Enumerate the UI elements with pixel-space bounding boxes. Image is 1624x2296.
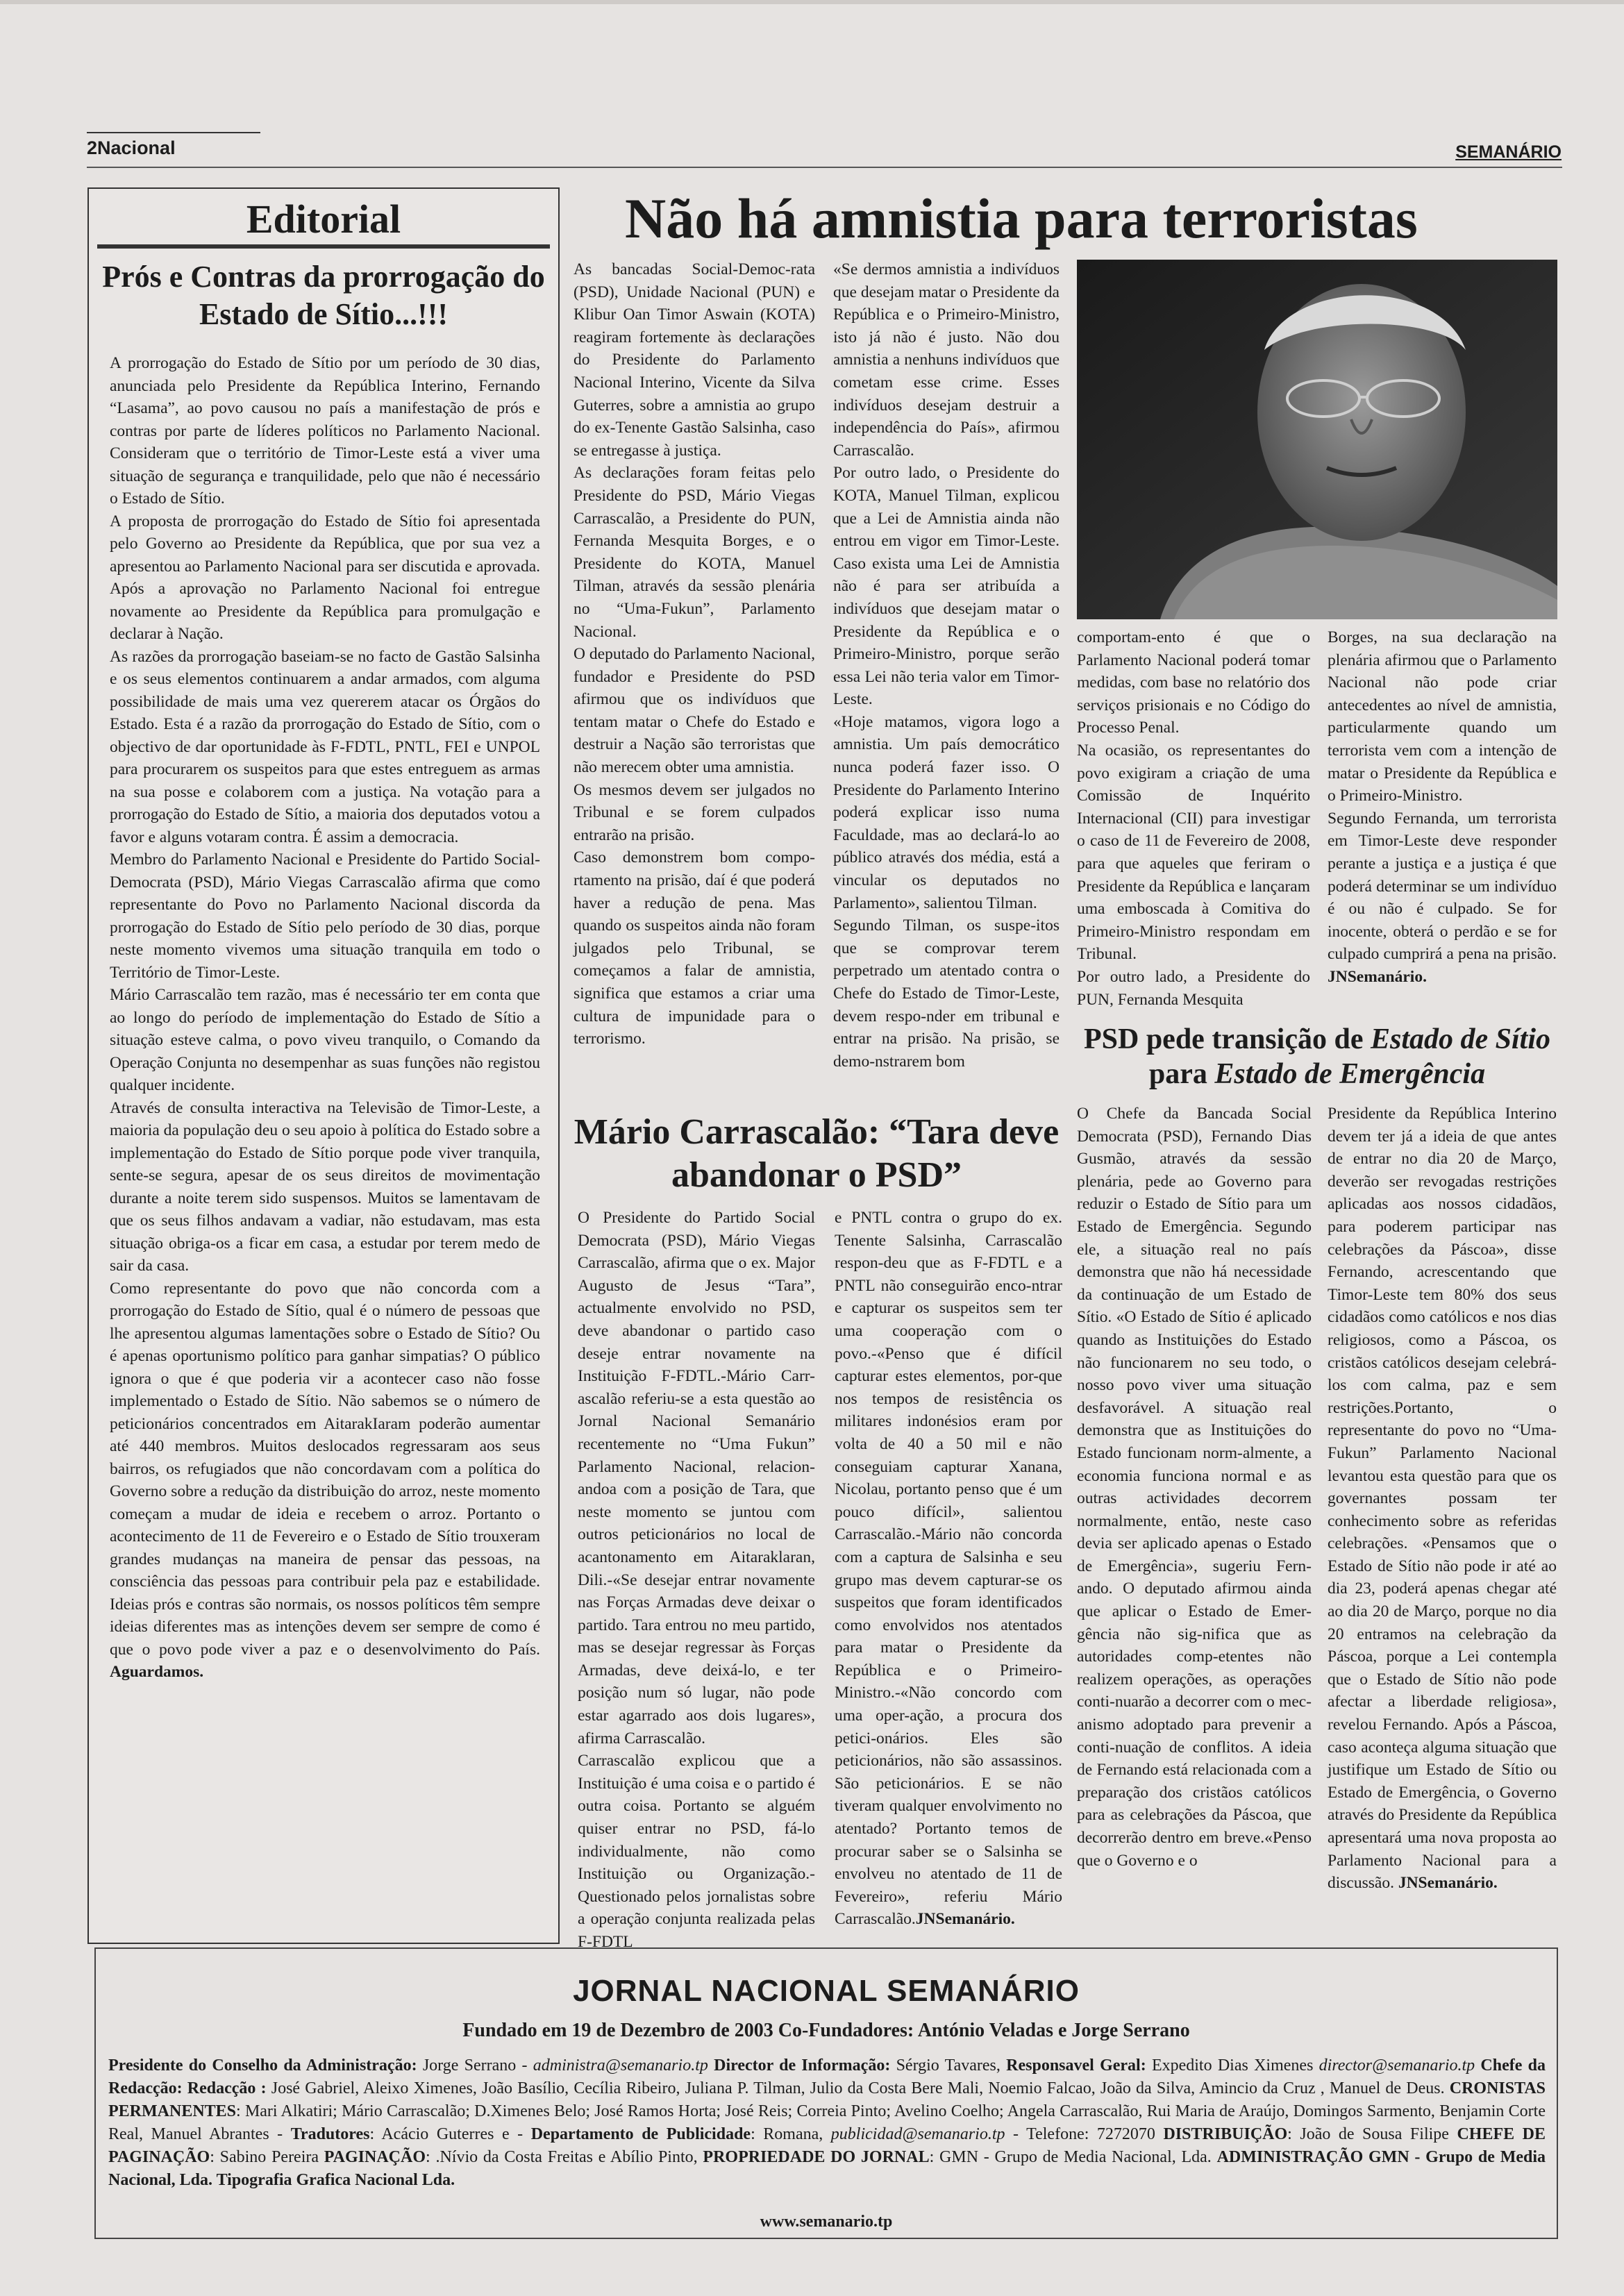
page-number: 2Nacional xyxy=(87,137,176,158)
paragraph: O deputado do Parlamento Nacional, fundador e Presidente do PSD afirmou que os indivíduos que tentam matar o Chefe do Estado e destruir a Nação são terroristas que não merecem obter uma amnistia. xyxy=(574,645,815,777)
headline: Não há amnistia para terroristas xyxy=(625,187,1418,250)
page-number-rule xyxy=(87,132,260,133)
paragraph: A proposta de prorrogação do Estado de Sítio foi apresentada pelo Governo ao Presidente da República, que por sua vez a apresentou ao Parlamento Nacional para ser discutida e aprovada. Após a aprovação no Parlamento Nacional foi entregue novamente ao Presidente da República para promulgação e declarar à Nação. xyxy=(110,512,540,643)
article3-title: PSD pede transição de Estado de Sítio para Estado de Emergência xyxy=(1083,1023,1551,1090)
editorial-body xyxy=(110,352,540,1684)
paragraph: Através de consulta interactiva na Televisão de Timor-Leste, a maioria da população deu o seu apoio à política do Estado sobre a implementação do Estado de Sítio porque pode viver tranquila, sente-se segura, apesar de os seus direitos de movimentação durante a noite terem sido suspensos. Muitos se lamentavam de que os seus filhos andavam a vadiar, não estudavam, mas esta situação obriga-os a ficar em casa, a estudar por terem medo de sair da casa. xyxy=(110,1098,540,1275)
credit-role: PROPRIEDADE DO JORNAL xyxy=(703,2148,930,2166)
editorial-bar xyxy=(97,244,550,249)
credit-names: : Acácio Guterres e - xyxy=(369,2125,531,2143)
signature: JNSemanário. xyxy=(1328,967,1427,986)
bleed-through-masthead xyxy=(958,83,1555,181)
paragraph: Presidente da República Interino devem ter já a ideia de que antes de entrar no dia 20 de Março, deverão ser revogadas restrições aplicadas aos nossos cidadãos, para poderem participar nas celebrações da Páscoa», disse Fernando, acrescentando que Timor-Leste tem 80% dos seus cidadãos como católicos e nos dias religiosos, como a Páscoa, os cristãos católicos desejam celebrá-los com calma, paz e sem restrições.Portanto, o representante do povo no “Uma-Fukun” Parlamento Nacional levantou esta questão para que os governantes possam ter conhecimento sobre as referidas celebrações. «Pensamos que o Estado de Sítio não pode ir até ao dia 23, poderá apenas chegar até ao dia 20 de Março, porque no dia 20 entramos na celebração da Páscoa, porque a Lei contempla que o Estado de Sítio não pode afectar a liberdade religiosa», revelou Fernando. Após a Páscoa, caso aconteça alguma situação que justifique um Estado de Sítio ou Estado de Emergência, o Governo através do Presidente da República apresentará uma nova proposta ao Parlamento Nacional para a discussão. JNSemanário. xyxy=(1328,1105,1557,1893)
paragraph: As razões da prorrogação baseiam-se no facto de Gastão Salsinha e os seus elementos continuarem a andar armados, com alguma possibilidade de mais uma vez quererem atacar os Órgãos do Estado. Esta é a razão da prorrogação do Estado de Sítio, com o objectivo de dar oportunidade às F-FDTL, PNTL, FEI e UNPOL para procurarem os suspeitos para que estes entreguem as armas na sua posse e colaborem com a justiça. Na votação para a prorrogação do Estado de Sítio, a maioria dos deputados votou a favor e alguns votaram contra. É assim a democracia. xyxy=(110,647,540,846)
credit-names: José Gabriel, Aleixo Ximenes, João Basílio, Cecília Ribeiro, Juliana P. Tilman, Julio da Costa Bere Mali, Noemio Falcao, João da Silva, Amincio da Cruz , Manuel de Deus. xyxy=(266,2079,1450,2097)
credit-role: Tradutores xyxy=(290,2125,370,2143)
signature: JNSemanário. xyxy=(915,1910,1015,1929)
paragraph: comportam-ento é que o Parlamento Nacional poderá tomar medidas, com base no relatório dos serviços prisionais e no Código do Processo Penal. xyxy=(1077,628,1310,737)
header-rule xyxy=(87,167,1562,168)
paragraph: Por outro lado, a Presidente do PUN, Fernanda Mesquita xyxy=(1077,967,1310,1009)
credit-names: : .Nívio da Costa Freitas e Abílio Pinto, xyxy=(426,2148,703,2166)
credit-names: - Telefone: 7272070 xyxy=(1005,2125,1164,2143)
paragraph: As declarações foram feitas pelo Presidente do PSD, Mário Viegas Carrascalão, a Presidente do PUN, Fernanda Mesquita Borges, e o Presidente do KOTA, Manuel Tilman, através da sessão plenária no “Uma-Fukun”, Parlamento Nacional. xyxy=(574,464,815,641)
paragraph: Mário Carrascalão tem razão, mas é necessário ter em conta que ao longo do período de implementação do Estado de Sítio a situação esteve calma, o povo viveu tranquilo, o Comando da Operação Conjunta no desempenhar as suas funções não registou qualquer incidente. xyxy=(110,986,540,1094)
paragraph: Membro do Parlamento Nacional e Presidente do Partido Social-Democrata (PSD), Mário Viegas Carrascalão afirma que como representante do Povo no Parlamento Nacional discorda da prorrogação do Estado de Sítio pelo período de 30 dias, porque neste momento vivemos uma situação tranquila em todo o Território de Timor-Leste. xyxy=(110,850,540,982)
credit-role: DISTRIBUIÇÃO xyxy=(1163,2125,1288,2143)
credit-role: ADMINISTRAÇÃO GMN - Grupo de Media Nacional, Lda. Tipografia Grafica Nacional Lda. xyxy=(108,2148,1546,2189)
credit-names: : Sabino Pereira xyxy=(210,2148,324,2166)
portrait-illustration xyxy=(1077,260,1557,619)
credit-names: Jorge Serrano - xyxy=(417,2056,533,2075)
paragraph: O Chefe da Bancada Social Democrata (PSD), Fernando Dias Gusmão, através da sessão plenária, pede ao Governo para reduzir o Estado de Sítio para um Estado de Emergência. Segundo ele, a situação real no país demonstra que não há necessidade da continuação de um Estado de Sítio. «O Estado de Sítio é aplicado quando as Instituições do Estado não funcionarem no seu todo, o nosso povo viver uma situação desfavorável. A situação real demonstra que as Instituições do Estado funcionam norm-almente, a economia funciona normal e as outras actividades decorrem normalmente, então, neste caso devia ser aplicado apenas o Estado de Emergência», sugeriu Fern-ando. O deputado afirmou ainda que aplicar o Estado de Emer-gência não sig-nifica que as autoridades comp-etentes não realizem operações, as operações conti-nuarão a decorrer com o mec-anismo adoptado para prevenir a conti-nuação de conflitos. A ideia de Fernando está relacionada com a preparação dos cristãos católicos para as celebrações da Páscoa, que decorrerão dentro em breve.«Penso que o Governo e o xyxy=(1077,1105,1312,1870)
credit-role: Director de Informação: xyxy=(708,2056,891,2075)
article1-column-4 xyxy=(1328,626,1557,989)
paragraph: Borges, na sua declaração na plenária afirmou que o Parlamento Nacional não pode criar antecedentes ao nível de amnistia, particularmente quando um terrorista vem com a intenção de matar o Presidente da República e o Primeiro-Ministro. xyxy=(1328,628,1557,805)
credit-names: Expedito Dias Ximenes xyxy=(1146,2056,1319,2075)
article2-title: Mário Carrascalão: “Tara deve abandonar o PSD” xyxy=(574,1112,1060,1195)
credit-role: Chefe da Redacção: Redacção : xyxy=(108,2056,1546,2097)
footer-subtitle: Fundado em 19 de Dezembro de 2003 Co-Fundadores: António Veladas e Jorge Serrano xyxy=(462,2020,1190,2041)
paragraph: A prorrogação do Estado de Sítio por um período de 30 dias, anunciada pelo Presidente da República Interino, Fernando “Lasama”, ao povo causou no país a manifestação de prós e contras por parte de líderes políticos no Parlamento Nacional. Consideram que o território de Timor-Leste está a viver uma situação de segurança e tranquilidade, pelo que não é necessário o Estado de Sítio. xyxy=(110,354,540,508)
politician-photo xyxy=(1077,260,1557,619)
credit-role: Departamento de Publicidade xyxy=(530,2125,751,2143)
signature: JNSemanário. xyxy=(1398,1874,1498,1893)
paragraph: «Se dermos amnistia a indivíduos que desejam matar o Presidente da República e o Primeiro-Ministro, isto já não é justo. Não dou amnistia a nenhuns indivíduos que cometam esse crime. Esses indivíduos desejam destruir a independência do País», afirmou Carrascalão. xyxy=(833,260,1060,460)
paragraph: Por outro lado, o Presidente do KOTA, Manuel Tilman, explicou que a Lei de Amnistia ainda não entrou em vigor em Timor-Leste. Caso exista uma Lei de Amnistia não é para ser atribuída a indivíduos que desejam matar o Presidente da República e o Primeiro-Ministro, porque serão essa Lei não teria valor em Timor-Leste. xyxy=(833,464,1060,709)
top-edge xyxy=(0,0,1624,4)
article2-column-2 xyxy=(835,1207,1062,1931)
credit-role: Responsavel Geral: xyxy=(1006,2056,1146,2075)
staff-credits xyxy=(108,2054,1546,2192)
paragraph: O Presidente do Partido Social Democrata (PSD), Mário Viegas Carrascalão, afirma que o ex. Major Augusto de Jesus “Tara”, actualmente envolvido no PSD, deve abandonar o partido caso deseje entrar novamente na Instituição F-FDTL.-Mário Carr-ascalão referiu-se a esta questão ao Jornal Nacional Semanário recentemente no “Uma Fukun” Parlamento Nacional, relacion-andoa com a posição de Tara, que neste momento se juntou com outros peticionários no local de acantonamento em Aitaraklaran, Dili.-«Se desejar entrar novamente nas Forças Armadas deve deixar o partido. Tara entrou no meu partido, mas se desejar regressar às Forças Armadas, deve deixá-lo, e ter posição num só lugar, não pode estar agarrado aos dois lugares», afirma Carrascalão. xyxy=(578,1209,815,1748)
masthead-label: SEMANÁRIO xyxy=(1455,142,1562,162)
signature: Aguardamos. xyxy=(110,1663,204,1681)
credit-names: : João de Sousa Filipe xyxy=(1287,2125,1457,2143)
paragraph: Segundo Tilman, os suspe-itos que se comprovar terem perpetrado um atentado contra o Chefe do Estado de Timor-Leste, devem respo-nder em tribunal e entrar na prisão. Na prisão, se demo-nstrarem bom xyxy=(833,916,1060,1071)
website-link[interactable]: www.semanario.tp xyxy=(760,2213,893,2231)
article1-column-3 xyxy=(1077,626,1310,1011)
credit-role: CRONISTAS PERMANENTES xyxy=(108,2079,1546,2120)
credit-role: PAGINAÇÃO xyxy=(324,2148,426,2166)
article1-column-1 xyxy=(574,258,815,1050)
article1-column-2 xyxy=(833,258,1060,1073)
editorial-label: Editorial xyxy=(246,196,401,242)
paragraph: e PNTL contra o grupo do ex. Tenente Salsinha, Carrascalão respon-deu que as F-FDTL e a PNTL não conseguirão enco-ntrar e capturar os suspeitos sem ter uma cooperação com o povo.-«Penso que é difícil capturar estes elementos, por-que nos tempos de resistência os militares indonésios eram por volta de 40 a 50 mil e não conseguiam capturar Xanana, Nicolau, portanto penso que é um pouco difícil», salientou Carrascalão.-Mário não concorda com a captura de Salsinha e seu grupo mas devem capturar-se os suspeitos que foram identificados como envolvidos nos atentados para matar o Presidente da República e o Primeiro-Ministro.-«Não concordo com uma oper-ação, a procura dos petici-onários. Eles são peticionários, não são assassinos. São peticionários. E se não tiveram qualquer envolvimento no atentado? Portanto temos de procurar saber se o Salsinha se envolveu no atentado de 11 de Fevereiro», referiu Mário Carrascalão.JNSemanário. xyxy=(835,1209,1062,1929)
editorial-box xyxy=(87,187,560,1944)
paragraph: Como representante do povo que não concorda com a prorrogação do Estado de Sítio, qual é o número de pessoas que lhe apresentou algumas lamentações sobre o Estado de Sítio? Ou é apenas oportunismo político para ganhar simpatias? O público ignora o que é que poderia vir a acontecer caso não fosse implementado o Estado de Sítio. Não sabemos se o número de peticionários concentrados em AitarakIaram poderão aumentar até 440 membros. Muitos deslocados regressaram aos seus bairros, os refugiados que não concordavam com a política do Governo sobre a redução da distribuição do arroz, neste momento começam a mudar de ideia e recebem o arroz. Portanto o acontecimento de 11 de Fevereiro e o Estado de Sítio trouxeram grandes mudanças na maneira de pensar das pessoas, na consciência das pessoas para contribuir pela paz e estabilidade. Ideias prós e contras são normais, os nossos políticos têm sempre ideias diferentes mas as intenções devem ser sempre de como é que o povo pode viver a paz e o desenvolvimento do País. Aguardamos. xyxy=(110,1279,540,1681)
footer-title: JORNAL NACIONAL SEMANÁRIO xyxy=(573,1974,1080,2008)
email-link[interactable]: publicidad@semanario.tp xyxy=(830,2125,1005,2143)
article2-column-1 xyxy=(578,1207,815,1954)
article3-column-1 xyxy=(1077,1103,1312,1872)
paragraph: Carrascalão explicou que a Instituição é uma coisa e o partido é outra coisa. Portanto se alguém quiser entrar no PSD, fá-lo individualmente, não como Instituição ou Organização.-Questionado pelos jornalistas sobre a operação conjunta realizada pelas F-FDTL xyxy=(578,1752,815,1951)
credit-names: Sérgio Tavares, xyxy=(890,2056,1007,2075)
email-link[interactable]: director@semanario.tp xyxy=(1319,2056,1475,2075)
credit-names: : Mari Alkatiri; Mário Carrascalão; D.Ximenes Belo; José Ramos Horta; José Reis; Correia Pinto; Avelino Coelho; Angela Carrascalão, Rui Maria de Araújo, Domingos Sarmento, Benjamin Corte Real, Manuel Abrantes - xyxy=(108,2102,1546,2143)
article3-column-2 xyxy=(1328,1103,1557,1895)
credit-role: Presidente do Conselho da Administração: xyxy=(108,2056,417,2075)
paragraph: Caso demonstrem bom compo-rtamento na prisão, daí é que poderá haver a redução de pena. Mas quando os suspeitos ainda não foram julgados pelo Tribunal, se começamos a falar de amnistia, significa que estamos a criar uma cultura de impunidade para o terrorismo. xyxy=(574,848,815,1048)
credit-names: : Romana, xyxy=(751,2125,831,2143)
paragraph: Os mesmos devem ser julgados no Tribunal e se forem culpados entrarão na prisão. xyxy=(574,780,815,844)
paragraph: «Hoje matamos, vigora logo a amnistia. Um país democrático nunca poderá fazer isso. O Presidente do Parlamento Interino poderá explicar isso numa Faculdade, mas ao declará-lo ao público através dos média, está a vincular os deputados no Parlamento», salientou Tilman. xyxy=(833,712,1060,912)
paragraph: Segundo Fernanda, um terrorista em Timor-Leste deve responder perante a justiça e a justiça é que poderá determinar se um indivíduo é ou não é culpado. Se for inocente, obterá o perdão e se for culpado cumprirá a pena na prisão. JNSemanário. xyxy=(1328,809,1557,986)
paragraph: As bancadas Social-Democ-rata (PSD), Unidade Nacional (PUN) e Klibur Oan Timor Aswain (KOTA) reagiram fortemente às declarações do Presidente do Parlamento Nacional Interino, Vicente da Silva Guterres, sobre a amnistia ao grupo do ex-Tenente Gastão Salsinha, caso se entregasse à justiça. xyxy=(574,260,815,460)
email-link[interactable]: administra@semanario.tp xyxy=(533,2056,708,2075)
editorial-title: Prós e Contras da prorrogação do Estado de Sítio...!!! xyxy=(102,260,545,331)
credit-names: : GMN - Grupo de Media Nacional, Lda. xyxy=(929,2148,1217,2166)
credit-role: CHEFE DE PAGINAÇÃO xyxy=(108,2125,1546,2166)
staff-box xyxy=(94,1947,1558,2239)
paragraph: Na ocasião, os representantes do povo exigiram a criação de uma Comissão de Inquérito Internacional (CII) para investigar o caso de 11 de Fevereiro de 2008, para que aqueles que feriram o Presidente da República e lançaram uma emboscada à Comitiva do Primeiro-Ministro respondam em Tribunal. xyxy=(1077,741,1310,964)
